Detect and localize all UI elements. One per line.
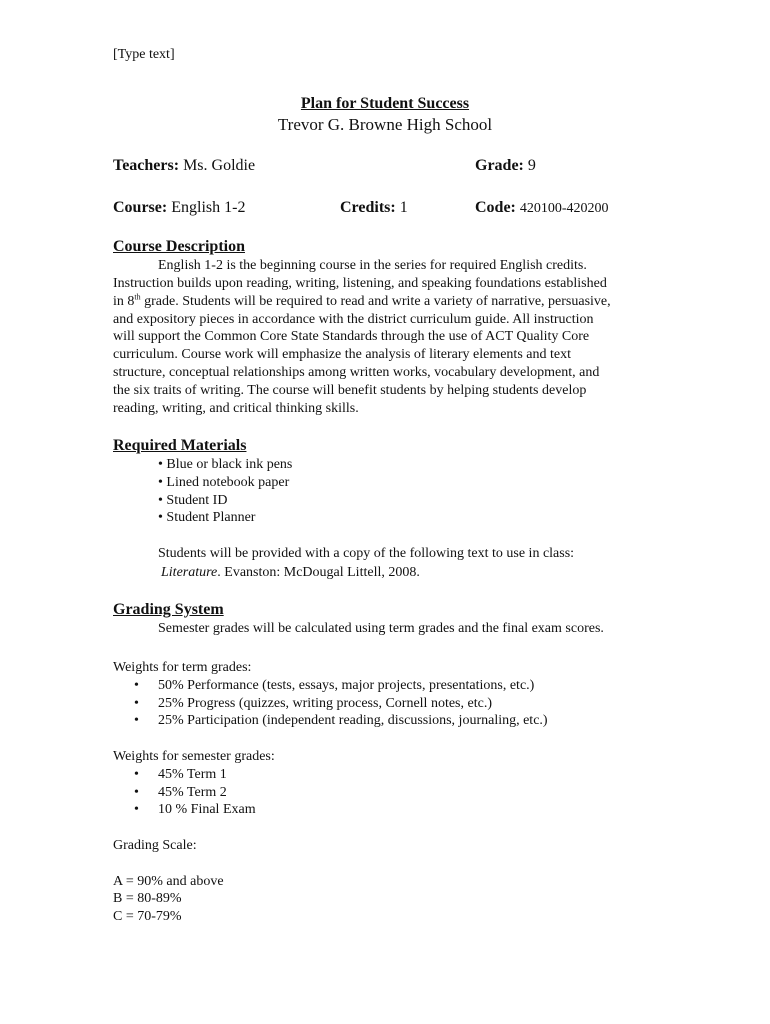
material-item: • Student Planner — [158, 510, 256, 525]
bullet-icon: • — [134, 785, 139, 800]
course-value: English 1-2 — [171, 199, 246, 216]
term-weight-item: 25% Participation (independent reading, discussions, journaling, etc.) — [158, 713, 548, 728]
grading-system-heading: Grading System — [113, 601, 224, 618]
grading-scale-item: B = 80-89% — [113, 891, 182, 906]
description-line-prefix: in 8 — [113, 294, 135, 309]
credits-label: Credits: — [340, 199, 396, 216]
grading-scale-item: A = 90% and above — [113, 874, 224, 889]
credits-field — [340, 199, 408, 217]
description-line: reading, writing, and critical thinking skills. — [113, 401, 359, 416]
course-field — [113, 199, 245, 217]
description-line: English 1-2 is the beginning course in the series for required English credits. — [158, 258, 587, 273]
material-item: • Lined notebook paper — [158, 475, 290, 490]
description-line: the six traits of writing. The course will benefit students by helping students develop — [113, 383, 587, 398]
provided-text-intro: Students will be provided with a copy of the following text to use in class: — [158, 546, 575, 561]
material-item: • Blue or black ink pens — [158, 457, 293, 472]
grading-scale-item: C = 70-79% — [113, 909, 182, 924]
code-field — [475, 199, 609, 217]
term-weight-item: 50% Performance (tests, essays, major projects, presentations, etc.) — [158, 678, 535, 693]
description-line: and expository pieces in accordance with the district curriculum guide. All instruction — [113, 312, 594, 327]
description-line-rest: grade. Students will be required to read and write a variety of narrative, persuasive, — [144, 294, 611, 309]
semester-weight-item: 10 % Final Exam — [158, 802, 256, 817]
grade-label: Grade: — [475, 157, 524, 174]
bullet-icon: • — [134, 802, 139, 817]
description-line: curriculum. Course work will emphasize the analysis of literary elements and text — [113, 347, 571, 362]
description-line: will support the Common Core State Standards through the use of ACT Quality Core — [113, 329, 590, 344]
teachers-value: Ms. Goldie — [183, 157, 256, 174]
course-label: Course: — [113, 199, 168, 216]
course-description-heading: Course Description — [113, 238, 245, 255]
header-placeholder: [Type text] — [113, 47, 175, 62]
code-value: 420100-420200 — [519, 201, 609, 216]
description-line-sup: th — [134, 292, 141, 302]
provided-text-rest: . Evanston: McDougal Littell, 2008. — [217, 565, 420, 580]
provided-text-title: Literature — [161, 565, 218, 580]
page-title: Plan for Student Success — [300, 95, 470, 112]
grade-value: 9 — [527, 157, 536, 174]
description-line: Instruction builds upon reading, writing, listening, and speaking foundations established — [113, 276, 607, 291]
semester-weight-item: 45% Term 2 — [158, 785, 227, 800]
credits-value: 1 — [399, 199, 408, 216]
teachers-label: Teachers: — [113, 157, 180, 174]
description-line: structure, conceptual relationships among written works, vocabulary development, and — [113, 365, 600, 380]
grading-scale-label: Grading Scale: — [113, 838, 197, 853]
bullet-icon: • — [134, 767, 139, 782]
school-name: Trevor G. Browne High School — [277, 115, 493, 134]
description-line — [113, 294, 611, 310]
grade-field — [475, 157, 536, 175]
provided-text-citation — [161, 565, 420, 581]
required-materials-heading: Required Materials — [113, 437, 247, 454]
teachers-field — [113, 157, 255, 175]
bullet-icon: • — [134, 713, 139, 728]
semester-weight-item: 45% Term 1 — [158, 767, 227, 782]
bullet-icon: • — [134, 696, 139, 711]
grading-intro: Semester grades will be calculated using term grades and the final exam scores. — [158, 621, 604, 636]
bullet-icon: • — [134, 678, 139, 693]
term-weight-item: 25% Progress (quizzes, writing process, Cornell notes, etc.) — [158, 696, 492, 711]
semester-weights-label: Weights for semester grades: — [113, 749, 275, 764]
code-label: Code: — [475, 199, 516, 216]
material-item: • Student ID — [158, 493, 228, 508]
term-weights-label: Weights for term grades: — [113, 660, 252, 675]
